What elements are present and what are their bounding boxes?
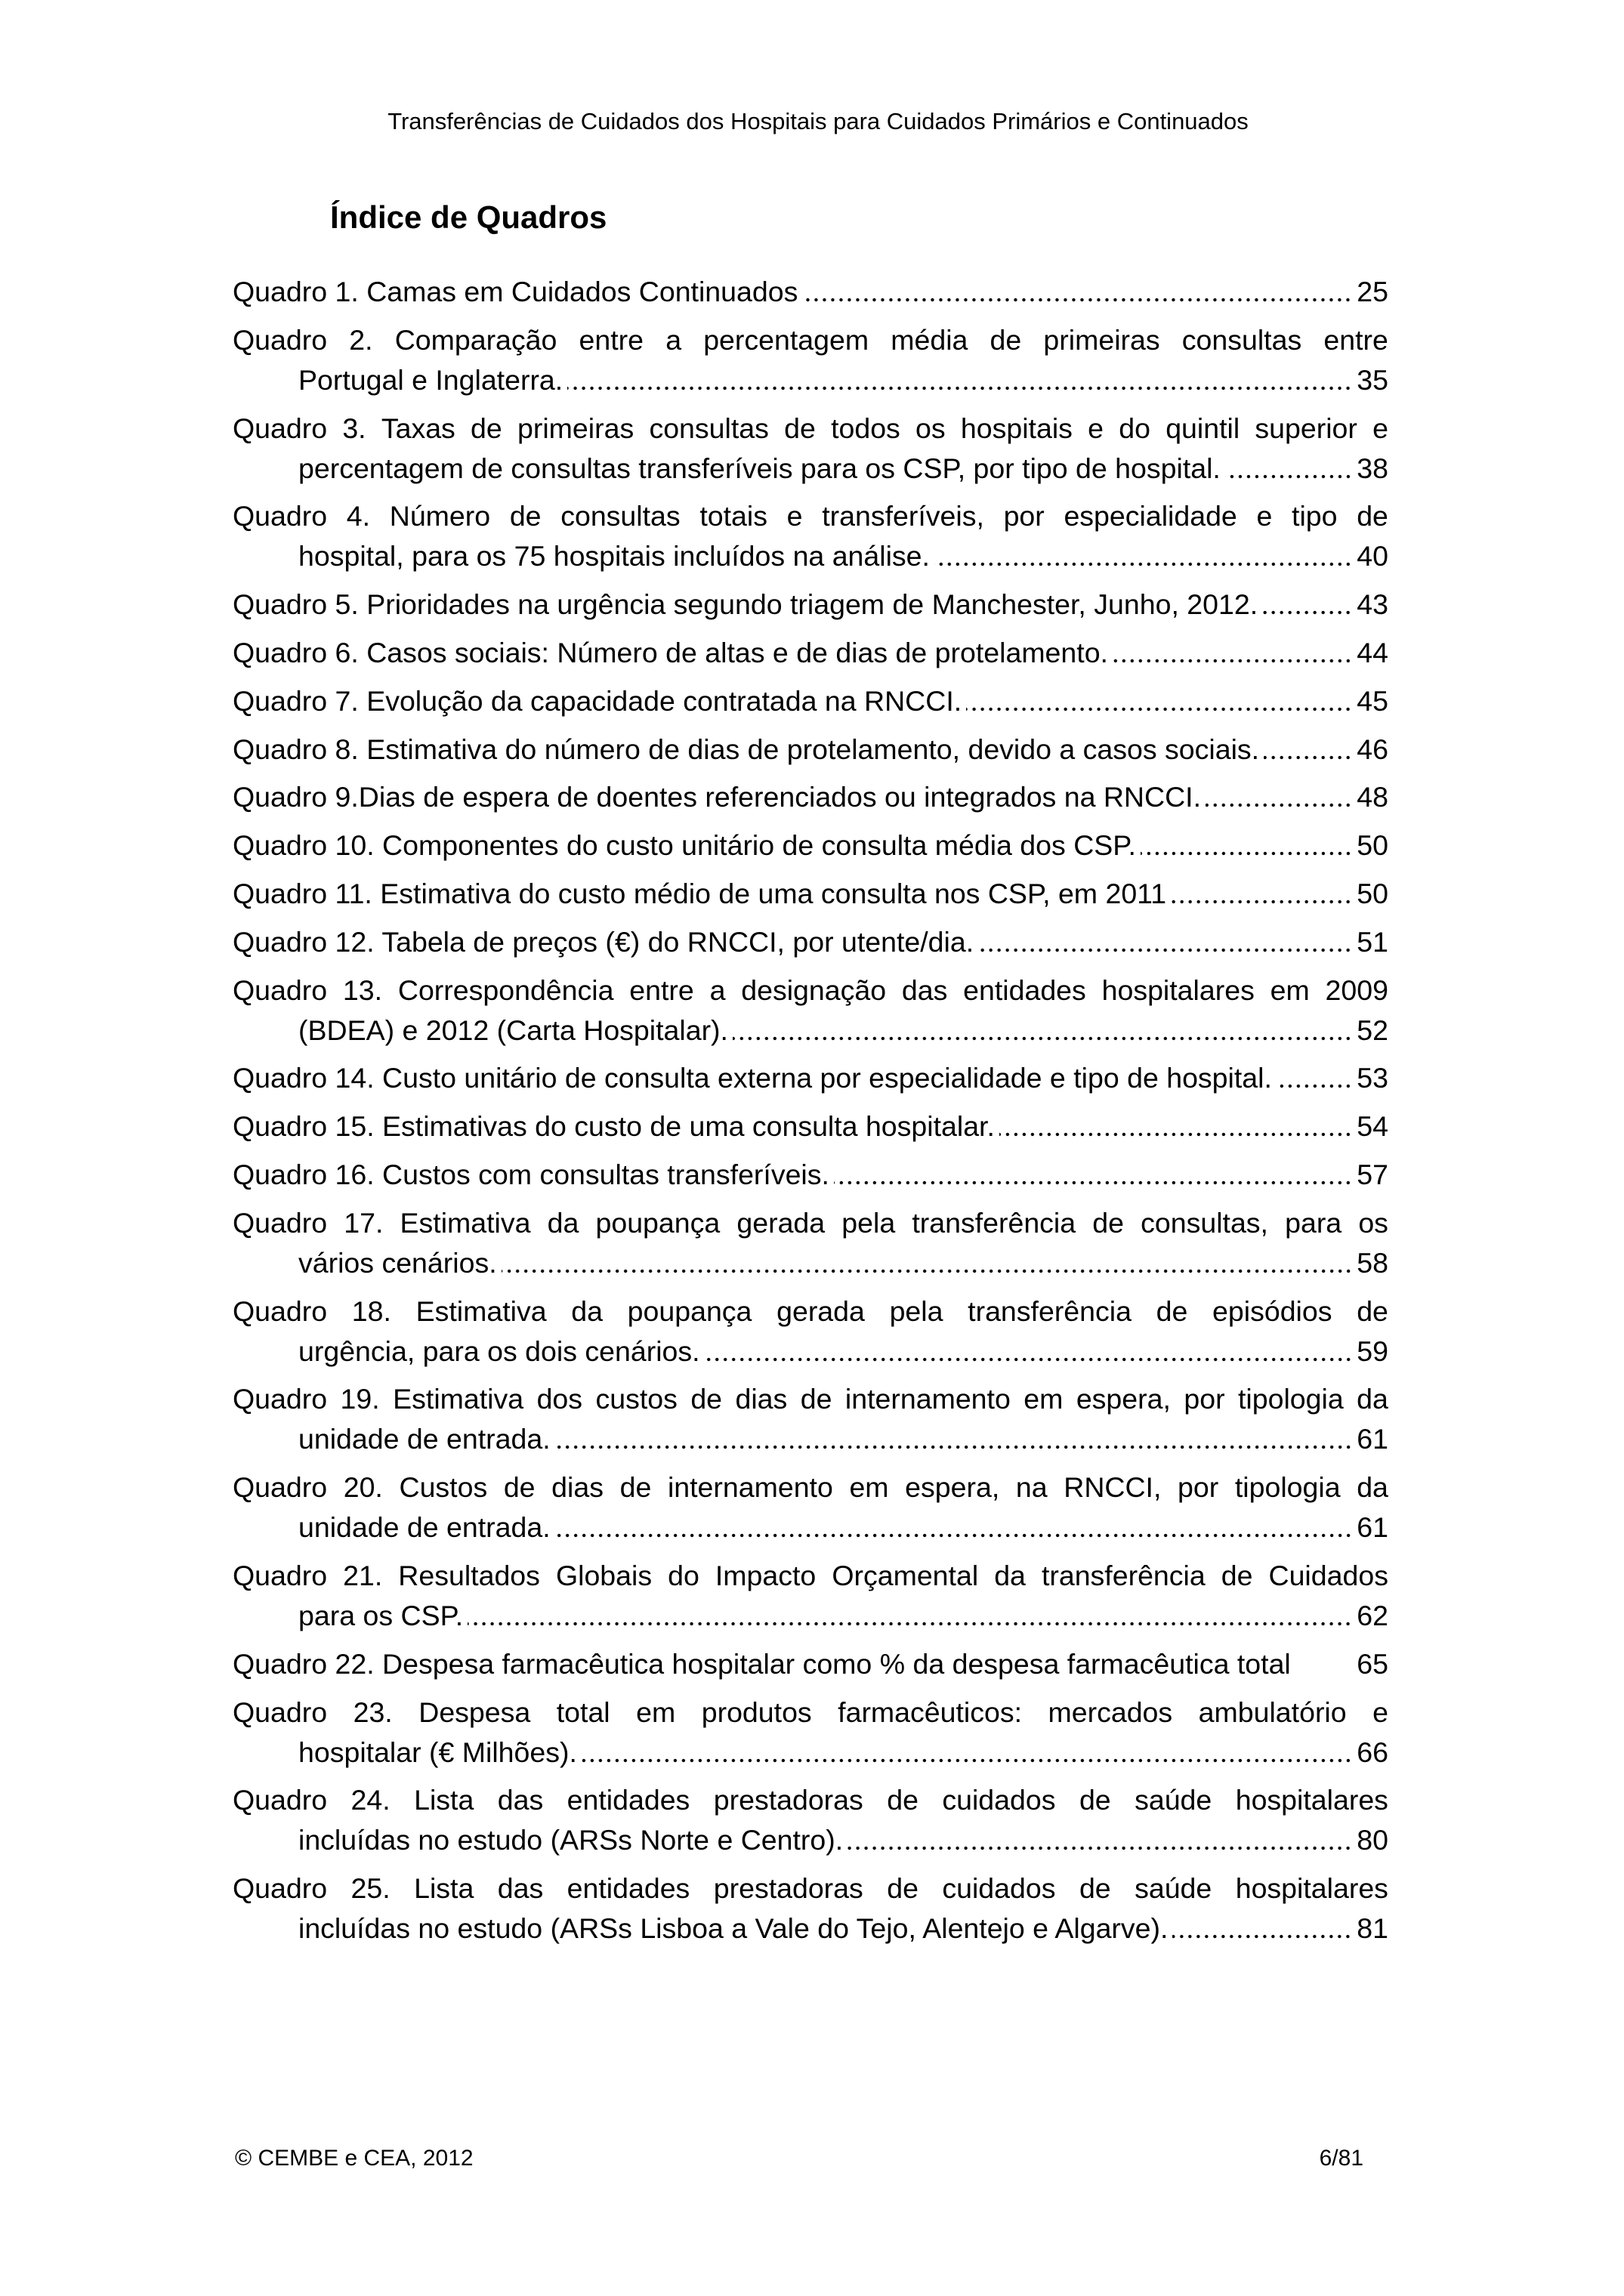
dot-leader bbox=[1141, 826, 1352, 866]
word: RNCCI, bbox=[1064, 1471, 1162, 1504]
word: de bbox=[1156, 1295, 1188, 1327]
word: de bbox=[690, 1383, 723, 1415]
word: Impacto bbox=[715, 1559, 817, 1591]
toc-entry[interactable] bbox=[233, 1693, 1388, 1773]
word: de bbox=[1092, 1206, 1124, 1239]
word: internamento bbox=[667, 1471, 833, 1504]
toc-page-number: 50 bbox=[1357, 877, 1388, 909]
word: de bbox=[1357, 1295, 1388, 1327]
toc-entry-title-line bbox=[233, 1292, 1388, 1332]
word: poupança bbox=[595, 1206, 721, 1239]
toc-entry-title-line: Quadro 6. Casos sociais: Número de altas e de dias de protelamento. bbox=[233, 636, 1108, 668]
word: em bbox=[1270, 974, 1310, 1006]
toc-entry-last-line bbox=[233, 1909, 1388, 1949]
word: Despesa bbox=[418, 1696, 531, 1728]
word: prestadoras bbox=[713, 1784, 863, 1816]
word: hospitais bbox=[960, 412, 1073, 444]
word: Quadro bbox=[233, 974, 328, 1006]
word: Número bbox=[389, 500, 491, 532]
toc-list bbox=[233, 272, 1388, 1949]
toc-page-number: 46 bbox=[1357, 733, 1388, 765]
toc-entry-last-line bbox=[233, 1058, 1388, 1098]
word: mercados bbox=[1048, 1696, 1173, 1728]
dot-leader bbox=[934, 536, 1352, 576]
word: hospitalares bbox=[1235, 1784, 1388, 1816]
toc-entry[interactable] bbox=[233, 272, 1388, 312]
toc-entry[interactable] bbox=[233, 496, 1388, 576]
word: de bbox=[800, 1383, 832, 1415]
word: Quadro bbox=[233, 1559, 328, 1591]
word: Quadro bbox=[233, 1295, 328, 1327]
dot-leader bbox=[999, 1106, 1352, 1146]
toc-entry-title-line: unidade de entrada. bbox=[298, 1423, 551, 1455]
word: Quadro bbox=[233, 1784, 328, 1816]
toc-entry-last-line bbox=[233, 1733, 1388, 1773]
word: Quadro bbox=[233, 500, 328, 532]
toc-page-number: 51 bbox=[1357, 925, 1388, 958]
word: farmacêuticos: bbox=[838, 1696, 1023, 1728]
toc-entry-title-line: urgência, para os dois cenários. bbox=[298, 1335, 700, 1367]
word: totais bbox=[699, 500, 767, 532]
word: 2009 bbox=[1325, 974, 1388, 1006]
word: tipologia bbox=[1234, 1471, 1341, 1504]
word: de bbox=[990, 323, 1022, 356]
word: em bbox=[849, 1471, 889, 1504]
dot-leader bbox=[1277, 1058, 1352, 1098]
toc-entry-title-line bbox=[233, 1693, 1388, 1733]
toc-entry-title-line: Quadro 22. Despesa farmacêutica hospitalar como % da despesa farmacêutica total bbox=[233, 1647, 1291, 1680]
word: de bbox=[887, 1872, 919, 1905]
dot-leader bbox=[555, 1419, 1353, 1459]
word: saúde bbox=[1135, 1784, 1212, 1816]
word: Resultados bbox=[398, 1559, 540, 1591]
toc-entry[interactable] bbox=[233, 1780, 1388, 1860]
toc-entry-title-line: Quadro 14. Custo unitário de consulta externa por especialidade e tipo de hospital. bbox=[233, 1062, 1272, 1094]
toc-entry[interactable] bbox=[233, 409, 1388, 489]
toc-entry-title-line bbox=[233, 409, 1388, 449]
dot-leader bbox=[555, 1508, 1353, 1548]
toc-entry-title-line: Quadro 15. Estimativas do custo de uma consulta hospitalar. bbox=[233, 1110, 995, 1143]
word: percentagem bbox=[703, 323, 869, 356]
toc-entry-title-line: incluídas no estudo (ARSs Lisboa a Vale do Tejo, Alentejo e Algarve). bbox=[298, 1912, 1169, 1945]
toc-entry-title-line: Quadro 8. Estimativa do número de dias de protelamento, devido a casos sociais. bbox=[233, 733, 1260, 765]
word: todos bbox=[831, 412, 900, 444]
toc-page-number: 62 bbox=[1357, 1599, 1388, 1631]
word: Cuidados bbox=[1268, 1559, 1388, 1591]
toc-entry-last-line bbox=[233, 681, 1388, 721]
word: e bbox=[1372, 412, 1388, 444]
word: transferência bbox=[1041, 1559, 1206, 1591]
toc-entry-title-line: incluídas no estudo (ARSs Norte e Centro). bbox=[298, 1824, 844, 1856]
word: de bbox=[509, 500, 542, 532]
toc-entry-title-line: (BDEA) e 2012 (Carta Hospitalar). bbox=[298, 1014, 728, 1046]
word: transferência bbox=[968, 1295, 1132, 1327]
dot-leader bbox=[834, 1155, 1352, 1195]
word: espera, bbox=[1076, 1383, 1171, 1415]
word: episódios bbox=[1212, 1295, 1332, 1327]
toc-page-number: 61 bbox=[1357, 1423, 1388, 1455]
word: Taxas bbox=[381, 412, 455, 444]
dot-leader bbox=[1113, 633, 1352, 673]
word: a bbox=[665, 323, 682, 356]
toc-entry-title-line bbox=[233, 971, 1388, 1011]
word: Lista bbox=[414, 1784, 474, 1816]
word: de bbox=[784, 412, 816, 444]
toc-page-number: 54 bbox=[1357, 1110, 1388, 1143]
word: entre bbox=[579, 323, 644, 356]
toc-entry-last-line bbox=[233, 272, 1388, 312]
word: das bbox=[497, 1872, 544, 1905]
dot-leader bbox=[502, 1243, 1353, 1283]
word: cuidados bbox=[942, 1872, 1056, 1905]
word: transferência bbox=[912, 1206, 1076, 1239]
word: custos bbox=[595, 1383, 678, 1415]
word: Estimativa bbox=[393, 1383, 524, 1415]
word: de bbox=[1079, 1784, 1111, 1816]
toc-entry[interactable] bbox=[233, 633, 1388, 673]
toc-entry-title-line bbox=[233, 1869, 1388, 1909]
word: consultas, bbox=[1141, 1206, 1268, 1239]
toc-entry[interactable] bbox=[233, 1869, 1388, 1949]
toc-entry[interactable] bbox=[233, 1203, 1388, 1283]
word: pela bbox=[889, 1295, 943, 1327]
word: pela bbox=[841, 1206, 896, 1239]
word: Quadro bbox=[233, 412, 328, 444]
toc-page-number: 40 bbox=[1357, 540, 1388, 572]
toc-page-number: 48 bbox=[1357, 781, 1388, 813]
word: por bbox=[1178, 1471, 1219, 1504]
toc-entry-title-line: unidade de entrada. bbox=[298, 1511, 551, 1544]
toc-entry-last-line bbox=[233, 826, 1388, 866]
word: 23. bbox=[353, 1696, 393, 1728]
word: os bbox=[915, 412, 946, 444]
word: das bbox=[497, 1784, 544, 1816]
toc-entry-title-line bbox=[233, 320, 1388, 360]
word: hospitalares bbox=[1235, 1872, 1388, 1905]
word: dias bbox=[735, 1383, 788, 1415]
word: consultas bbox=[1181, 323, 1302, 356]
word: de bbox=[1221, 1559, 1253, 1591]
toc-entry[interactable] bbox=[233, 681, 1388, 721]
word: da bbox=[571, 1295, 603, 1327]
word: 21. bbox=[343, 1559, 383, 1591]
dot-leader bbox=[848, 1820, 1352, 1860]
toc-page-number: 52 bbox=[1357, 1014, 1388, 1046]
leader-spacer bbox=[1291, 1644, 1357, 1684]
dot-leader bbox=[978, 922, 1352, 962]
word: 3. bbox=[342, 412, 366, 444]
toc-entry-last-line bbox=[233, 1596, 1388, 1636]
toc-page-number: 25 bbox=[1357, 276, 1388, 307]
word: Comparação bbox=[394, 323, 557, 356]
toc-entry[interactable] bbox=[233, 1556, 1388, 1636]
toc-entry[interactable] bbox=[233, 1644, 1388, 1684]
word: de bbox=[1357, 500, 1388, 532]
word: do bbox=[668, 1559, 699, 1591]
toc-entry-last-line bbox=[233, 449, 1388, 489]
word: em bbox=[1023, 1383, 1064, 1415]
toc-entry[interactable] bbox=[233, 971, 1388, 1051]
toc-entry-last-line bbox=[233, 585, 1388, 625]
word: produtos bbox=[701, 1696, 812, 1728]
dot-leader bbox=[802, 272, 1352, 312]
dot-leader bbox=[1262, 585, 1352, 625]
word: 20. bbox=[343, 1471, 383, 1504]
word: 4. bbox=[346, 500, 371, 532]
word: 24. bbox=[350, 1784, 391, 1816]
word: 19. bbox=[340, 1383, 380, 1415]
word: Quadro bbox=[233, 1471, 328, 1504]
word: do bbox=[1119, 412, 1150, 444]
word: Estimativa bbox=[400, 1206, 531, 1239]
toc-entry-last-line bbox=[233, 1011, 1388, 1051]
toc-entry-last-line bbox=[233, 1820, 1388, 1860]
toc-page-number: 66 bbox=[1357, 1736, 1388, 1768]
word: entre bbox=[1323, 323, 1388, 356]
toc-page-number: 81 bbox=[1357, 1912, 1388, 1945]
toc-entry[interactable] bbox=[233, 320, 1388, 400]
word: espera, bbox=[905, 1471, 1000, 1504]
toc-entry[interactable] bbox=[233, 922, 1388, 962]
word: para bbox=[1285, 1206, 1342, 1239]
toc-entry[interactable] bbox=[233, 777, 1388, 817]
word: total bbox=[556, 1696, 610, 1728]
toc-entry[interactable] bbox=[233, 1155, 1388, 1195]
word: das bbox=[901, 974, 948, 1006]
toc-entry-last-line bbox=[233, 360, 1388, 400]
toc-entry-title-line: Quadro 12. Tabela de preços (€) do RNCCI, por utente/dia. bbox=[233, 925, 974, 958]
word: dias bbox=[551, 1471, 604, 1504]
toc-page-number: 43 bbox=[1357, 588, 1388, 621]
word: entidades bbox=[567, 1784, 690, 1816]
dot-leader bbox=[567, 360, 1352, 400]
word: hospitalares bbox=[1101, 974, 1255, 1006]
word: da bbox=[1357, 1471, 1388, 1504]
toc-entry-last-line bbox=[233, 1243, 1388, 1283]
toc-entry-last-line bbox=[233, 730, 1388, 770]
word: cuidados bbox=[942, 1784, 1056, 1816]
toc-entry-title-line: Quadro 9.Dias de espera de doentes referenciados ou integrados na RNCCI. bbox=[233, 781, 1202, 813]
word: entre bbox=[629, 974, 694, 1006]
toc-page-number: 80 bbox=[1357, 1824, 1388, 1856]
toc-page-number: 35 bbox=[1357, 363, 1388, 396]
word: Estimativa bbox=[415, 1295, 547, 1327]
toc-entry-last-line bbox=[233, 1332, 1388, 1372]
word: tipologia bbox=[1238, 1383, 1344, 1415]
toc-entry-title-line: Quadro 10. Componentes do custo unitário de consulta média dos CSP. bbox=[233, 829, 1136, 862]
toc-entry-title-line: Quadro 5. Prioridades na urgência segundo triagem de Manchester, Junho, 2012. bbox=[233, 588, 1258, 621]
toc-entry-last-line bbox=[233, 874, 1388, 914]
toc-entry-title-line bbox=[233, 1203, 1388, 1243]
word: Correspondência bbox=[397, 974, 614, 1006]
toc-page-number: 44 bbox=[1357, 636, 1388, 668]
footer-page-indicator: 6/81 bbox=[1319, 2146, 1363, 2171]
toc-entry[interactable] bbox=[233, 1292, 1388, 1372]
word: da bbox=[547, 1206, 579, 1239]
toc-page-number: 58 bbox=[1357, 1246, 1388, 1279]
toc-entry-title-line: Quadro 7. Evolução da capacidade contratada na RNCCI. bbox=[233, 684, 962, 717]
toc-entry-title-line bbox=[233, 1379, 1388, 1419]
toc-entry[interactable] bbox=[233, 730, 1388, 770]
word: Quadro bbox=[233, 1383, 328, 1415]
word: ambulatório bbox=[1198, 1696, 1347, 1728]
dot-leader bbox=[733, 1011, 1352, 1051]
toc-entry[interactable] bbox=[233, 1058, 1388, 1098]
word: especialidade bbox=[1064, 500, 1237, 532]
word: designação bbox=[741, 974, 887, 1006]
dot-leader bbox=[1206, 777, 1352, 817]
word: quintil bbox=[1166, 412, 1240, 444]
toc-entry[interactable] bbox=[233, 585, 1388, 625]
word: de bbox=[471, 412, 502, 444]
word: Quadro bbox=[233, 1206, 328, 1239]
word: superior bbox=[1255, 412, 1357, 444]
word: e bbox=[1088, 412, 1104, 444]
toc-entry-last-line bbox=[233, 777, 1388, 817]
toc-page-number: 50 bbox=[1357, 829, 1388, 862]
word: entidades bbox=[963, 974, 1086, 1006]
toc-entry-title-line bbox=[233, 1556, 1388, 1596]
word: 18. bbox=[351, 1295, 391, 1327]
word: da bbox=[994, 1559, 1026, 1591]
word: internamento bbox=[844, 1383, 1011, 1415]
word: dos bbox=[536, 1383, 583, 1415]
toc-page-number: 57 bbox=[1357, 1158, 1388, 1190]
toc-entry[interactable] bbox=[233, 1379, 1388, 1459]
dot-leader bbox=[1264, 730, 1352, 770]
toc-entry-title-line: hospital, para os 75 hospitais incluídos na análise. bbox=[298, 540, 930, 572]
word: prestadoras bbox=[713, 1872, 863, 1905]
dot-leader bbox=[468, 1596, 1352, 1636]
word: de bbox=[887, 1784, 919, 1816]
toc-entry-last-line bbox=[233, 1155, 1388, 1195]
toc-entry-title-line: Quadro 11. Estimativa do custo médio de uma consulta nos CSP, em 2011 bbox=[233, 877, 1167, 909]
toc-entry-last-line bbox=[233, 1106, 1388, 1146]
toc-heading: Índice de Quadros bbox=[330, 199, 607, 235]
word: por bbox=[1184, 1383, 1225, 1415]
footer-copyright: © CEMBE e CEA, 2012 bbox=[235, 2146, 474, 2171]
toc-entry-title-line: Portugal e Inglaterra. bbox=[298, 363, 563, 396]
word: Lista bbox=[414, 1872, 474, 1905]
running-header: Transferências de Cuidados dos Hospitais para Cuidados Primários e Continuados bbox=[387, 108, 1249, 134]
word: Quadro bbox=[233, 1872, 328, 1905]
word: 17. bbox=[344, 1206, 384, 1239]
word: consultas bbox=[649, 412, 769, 444]
word: Custos bbox=[399, 1471, 488, 1504]
toc-entry-title-line bbox=[233, 1467, 1388, 1508]
word: 2. bbox=[349, 323, 373, 356]
dot-leader bbox=[1172, 1909, 1352, 1949]
word: saúde bbox=[1135, 1872, 1212, 1905]
word: a bbox=[709, 974, 726, 1006]
toc-entry[interactable] bbox=[233, 1106, 1388, 1146]
word: e bbox=[1372, 1696, 1388, 1728]
word: na bbox=[1015, 1471, 1048, 1504]
word: primeiras bbox=[1043, 323, 1160, 356]
word: os bbox=[1358, 1206, 1388, 1239]
toc-page-number: 61 bbox=[1357, 1511, 1388, 1544]
word: de bbox=[619, 1471, 652, 1504]
toc-entry[interactable] bbox=[233, 826, 1388, 866]
word: 25. bbox=[350, 1872, 391, 1905]
toc-page-number: 45 bbox=[1357, 684, 1388, 717]
toc-entry-title-line: Quadro 1. Camas em Cuidados Continuados bbox=[233, 276, 798, 307]
toc-page-number: 65 bbox=[1357, 1647, 1388, 1680]
word: tipo bbox=[1292, 500, 1338, 532]
toc-entry-last-line bbox=[233, 1508, 1388, 1548]
dot-leader bbox=[1225, 449, 1352, 489]
toc-page-number: 38 bbox=[1357, 452, 1388, 484]
toc-entry-title-line: para os CSP. bbox=[298, 1599, 464, 1631]
word: por bbox=[1003, 500, 1045, 532]
word: entidades bbox=[567, 1872, 690, 1905]
word: 13. bbox=[342, 974, 383, 1006]
toc-entry[interactable] bbox=[233, 874, 1388, 914]
toc-entry-title-line bbox=[233, 496, 1388, 536]
toc-entry-last-line bbox=[233, 1644, 1388, 1684]
dot-leader bbox=[705, 1332, 1353, 1372]
word: transferíveis, bbox=[822, 500, 984, 532]
toc-entry-title-line bbox=[233, 1780, 1388, 1820]
word: média bbox=[891, 323, 968, 356]
word: e bbox=[1256, 500, 1273, 532]
word: Globais bbox=[555, 1559, 653, 1591]
dot-leader bbox=[582, 1733, 1352, 1773]
word: e bbox=[786, 500, 803, 532]
dot-leader bbox=[1171, 874, 1352, 914]
toc-entry-title-line: hospitalar (€ Milhões). bbox=[298, 1736, 577, 1768]
word: gerada bbox=[776, 1295, 865, 1327]
toc-entry-last-line bbox=[233, 1419, 1388, 1459]
word: Quadro bbox=[233, 1696, 328, 1728]
word: Orçamental bbox=[832, 1559, 979, 1591]
word: poupança bbox=[627, 1295, 752, 1327]
toc-entry-last-line bbox=[233, 536, 1388, 576]
toc-entry-title-line: Quadro 16. Custos com consultas transferíveis. bbox=[233, 1158, 829, 1190]
toc-entry-last-line bbox=[233, 922, 1388, 962]
toc-page-number: 59 bbox=[1357, 1335, 1388, 1367]
toc-entry-last-line bbox=[233, 633, 1388, 673]
toc-page-number: 53 bbox=[1357, 1062, 1388, 1094]
word: em bbox=[636, 1696, 676, 1728]
word: da bbox=[1357, 1383, 1388, 1415]
toc-entry-title-line: percentagem de consultas transferíveis para os CSP, por tipo de hospital. bbox=[298, 452, 1221, 484]
toc-entry[interactable] bbox=[233, 1467, 1388, 1548]
word: gerada bbox=[736, 1206, 826, 1239]
word: primeiras bbox=[517, 412, 634, 444]
word: Quadro bbox=[233, 323, 328, 356]
toc-entry-title-line: vários cenários. bbox=[298, 1246, 497, 1279]
word: de bbox=[503, 1471, 536, 1504]
dot-leader bbox=[966, 681, 1352, 721]
word: de bbox=[1079, 1872, 1111, 1905]
word: consultas bbox=[560, 500, 681, 532]
